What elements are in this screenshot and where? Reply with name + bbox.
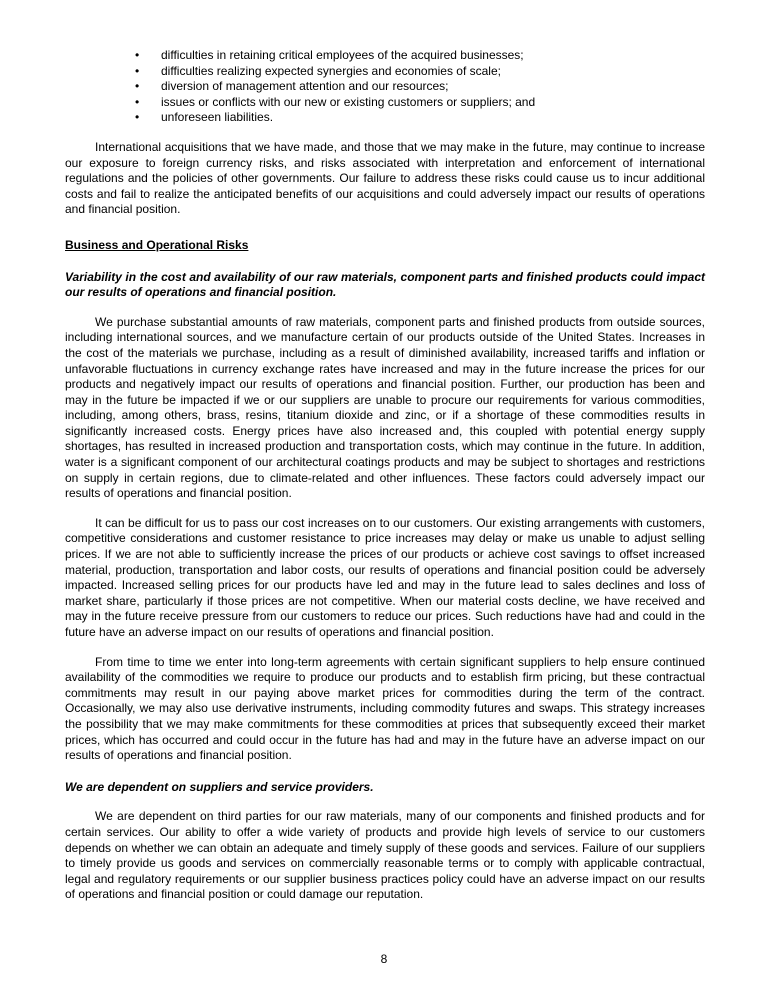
bullet-text: diversion of management attention and our resources; <box>161 79 449 94</box>
bullet-marker-icon: • <box>135 79 140 94</box>
page-number: 8 <box>380 952 388 967</box>
paragraph-raw-materials-purchase: We purchase substantial amounts of raw materials, component parts and finished products from outside sources, including international sources, and we manufacture certain of our products outside of the United States. Increases in the cost of the materials we purchase, including as a result of diminished availability, increased tariffs and inflation or unfavorable fluctuations in currency exchange rates have increased and may in the future increase the prices for our products and negatively impact our results of operations and financial position. Further, our production has been and may in the future be impacted if we or our suppliers are unable to procure our requirements for various commodities, including, among others, brass, resins, titanium dioxide and zinc, or if a shortage of these commodities results in significantly increased costs. Energy prices have also increased and, this coupled with potential energy supply shortages, has resulted in increased production and transportation costs, which may continue in the future. In addition, water is a significant component of our architectural coatings products and may be subject to shortages and restrictions on supply in certain regions, due to climate-related and other influences. These factors could adversely impact our results of operations and financial position. <box>65 314 705 501</box>
bullet-item <box>135 79 695 95</box>
risk-heading-raw-materials-variability: Variability in the cost and availability of our raw materials, component parts and finished products could impact our results of operations and financial position. <box>65 269 705 300</box>
paragraph-long-term-agreements: From time to time we enter into long-term agreements with certain significant suppliers to help ensure continued availability of the commodities we require to produce our products and to establish firm pricing, but these contractual commitments may result in our paying above market prices for commodities during the term of the contract. Occasionally, we may also use derivative instruments, including commodity futures and swaps. This strategy increases the possibility that we may make commitments for these commodities at prices that subsequently exceed their market prices, which has occurred and could occur in the future has had and may in the future have an adverse impact on our results of operations and financial position. <box>65 654 705 763</box>
bullet-item <box>135 48 695 64</box>
bullet-list <box>135 48 695 126</box>
bullet-item <box>135 110 695 126</box>
bullet-marker-icon: • <box>135 48 140 62</box>
section-heading-business-operational-risks: Business and Operational Risks <box>65 237 249 252</box>
bullet-text: issues or conflicts with our new or existing customers or suppliers; and <box>161 94 536 109</box>
paragraph-cost-increases-customers: It can be difficult for us to pass our cost increases on to our customers. Our existing arrangements with customers, competitive considerations and customer resistance to price increases may delay or make us unable to adjust selling prices. If we are not able to sufficiently increase the prices of our products or achieve cost savings to offset increased material, production, transportation and labor costs, our results of operations and financial position could be adversely impacted. Increased selling prices for our products have led and may in the future lead to sales declines and loss of market share, particularly if those prices are not competitive. When our material costs decline, we have received and may in the future receive pressure from our customers to reduce our prices. Such reductions have had and could in the future have an adverse impact on our results of operations and financial position. <box>65 515 705 639</box>
paragraph-international-acquisitions: International acquisitions that we have made, and those that we may make in the future, may continue to increase our exposure to foreign currency risks, and risks associated with interpretation and enforcement of international regulations and the policies of other governments. Our failure to address these risks could cause us to incur additional costs and fail to realize the anticipated benefits of our acquisitions and could adversely impact our results of operations and financial position. <box>65 139 705 217</box>
bullet-text: difficulties realizing expected synergies and economies of scale; <box>161 63 501 78</box>
bullet-item <box>135 64 695 80</box>
bullet-marker-icon: • <box>135 94 140 109</box>
risk-heading-suppliers-service-providers: We are dependent on suppliers and service providers. <box>65 779 374 794</box>
bullet-marker-icon: • <box>135 63 140 78</box>
bullet-text: difficulties in retaining critical employees of the acquired businesses; <box>161 48 524 62</box>
bullet-item <box>135 95 695 111</box>
paragraph-dependent-third-parties: We are dependent on third parties for our raw materials, many of our components and finished products and for certain services. Our ability to offer a wide variety of products and provide high levels of service to our customers depends on whether we can obtain an adequate and timely supply of these goods and services. Failure of our suppliers to timely provide us goods and services on commercially reasonable terms or to comply with applicable contractual, legal and regulatory requirements or our supplier business practices policy could have an adverse impact on our results of operations and financial position or could damage our reputation. <box>65 809 705 902</box>
bullet-marker-icon: • <box>135 110 140 125</box>
bullet-text: unforeseen liabilities. <box>161 110 274 125</box>
